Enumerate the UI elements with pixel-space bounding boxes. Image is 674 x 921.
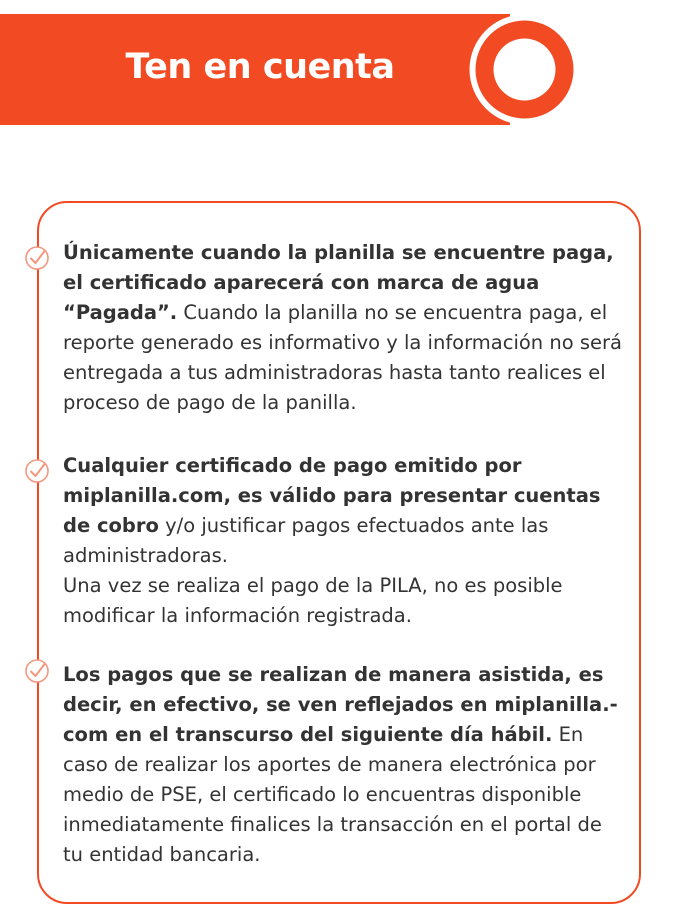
- item-body-text: En caso de realizar los aportes de manera electrónica por medio de PSE, el certificado lo encuentras disponible inmediatamente finalices la transacción en el portal de tu entidad bancaria.: [63, 723, 602, 866]
- page-title: Ten en cuenta: [125, 47, 395, 87]
- item-body-text: Cuando la planilla no se encuentra paga, el reporte generado es informativo y la información no será entregada a tus administradoras hasta tanto realices el proceso de pago de la panilla.: [63, 301, 622, 414]
- item-bold-text: Cualquier certificado de pago emitido por miplanilla.com, es válido para presentar cuentas de cobro: [63, 454, 601, 537]
- check-circle-icon: [23, 457, 51, 485]
- list-item: [63, 451, 623, 631]
- check-circle-icon: [23, 244, 51, 272]
- check-circle-icon: [23, 657, 51, 685]
- item-note-text: Una vez se realiza el pago de la PILA, no es posible modificar la información registrada.: [63, 574, 563, 627]
- list-item: [63, 238, 623, 418]
- item-bold-text: Los pagos que se realizan de manera asistida, es decir, en efectivo, se ven reflejados en miplanilla.-com en el transcurso del siguiente día hábil.: [63, 663, 618, 746]
- circle-badge-icon: [467, 12, 582, 127]
- item-bold-text: Únicamente cuando la planilla se encuentre paga, el certificado aparecerá con marca de agua “Pagada”.: [63, 241, 614, 324]
- item-body-text: y/o justificar pagos efectuados ante las administradoras.: [63, 514, 549, 567]
- list-item: [63, 660, 623, 870]
